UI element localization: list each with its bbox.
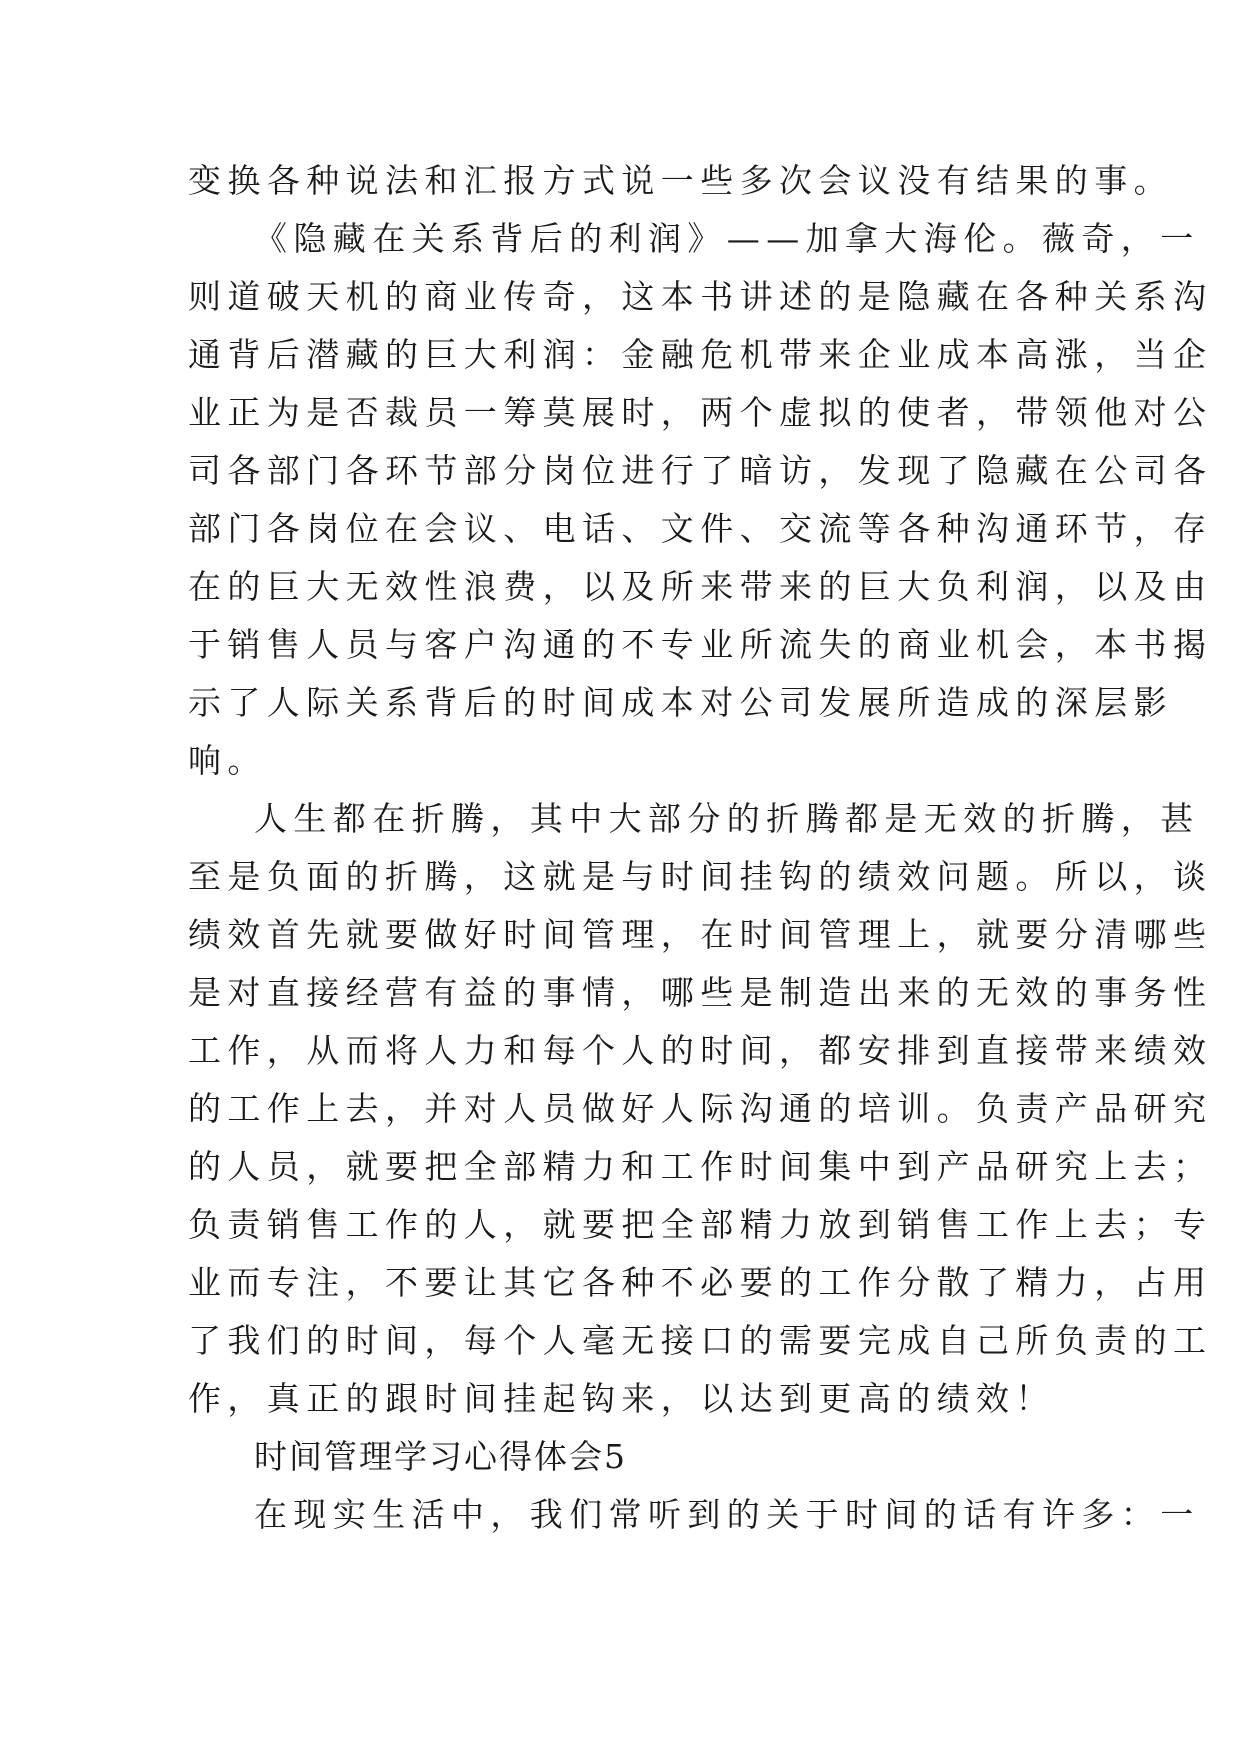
section-heading: 时间管理学习心得体会5 <box>254 1437 627 1476</box>
text-line: 的人员，就要把全部精力和工作时间集中到产品研究上去； <box>188 1147 1213 1186</box>
text-line: 至是负面的折腾，这就是与时间挂钩的绩效问题。所以，谈 <box>188 857 1213 896</box>
paragraph-first-line: 人生都在折腾，其中大部分的折腾都是无效的折腾，甚 <box>254 799 1200 838</box>
document-body <box>188 152 1213 1544</box>
text-line: 的工作上去，并对人员做好人际沟通的培训。负责产品研究 <box>188 1089 1213 1128</box>
text-line: 响。 <box>188 741 267 780</box>
text-line: 在的巨大无效性浪费，以及所来带来的巨大负利润，以及由 <box>188 567 1213 606</box>
text-line: 了我们的时间，每个人毫无接口的需要完成自己所负责的工 <box>188 1321 1213 1360</box>
text-line: 负责销售工作的人，就要把全部精力放到销售工作上去；专 <box>188 1205 1213 1244</box>
text-line: 业正为是否裁员一筹莫展时，两个虚拟的使者，带领他对公 <box>188 393 1213 432</box>
text-line: 司各部门各环节部分岗位进行了暗访，发现了隐藏在公司各 <box>188 451 1213 490</box>
text-line: 是对直接经营有益的事情，哪些是制造出来的无效的事务性 <box>188 973 1213 1012</box>
paragraph-first-line: 《隐藏在关系背后的利润》——加拿大海伦。薇奇，一 <box>254 219 1200 258</box>
text-line: 通背后潜藏的巨大利润：金融危机带来企业成本高涨，当企 <box>188 335 1213 374</box>
text-line: 部门各岗位在会议、电话、文件、交流等各种沟通环节，存 <box>188 509 1213 548</box>
text-line: 则道破天机的商业传奇，这本书讲述的是隐藏在各种关系沟 <box>188 277 1213 316</box>
text-line: 于销售人员与客户沟通的不专业所流失的商业机会，本书揭 <box>188 625 1213 664</box>
text-line: 作，真正的跟时间挂起钩来，以达到更高的绩效！ <box>188 1379 1055 1418</box>
text-line: 示了人际关系背后的时间成本对公司发展所造成的深层影 <box>188 683 1173 722</box>
text-line: 业而专注，不要让其它各种不必要的工作分散了精力，占用 <box>188 1263 1213 1302</box>
text-line: 绩效首先就要做好时间管理，在时间管理上，就要分清哪些 <box>188 915 1213 954</box>
paragraph-first-line: 在现实生活中，我们常听到的关于时间的话有许多：一 <box>254 1495 1200 1534</box>
text-line: 变换各种说法和汇报方式说一些多次会议没有结果的事。 <box>188 161 1173 200</box>
text-line: 工作，从而将人力和每个人的时间，都安排到直接带来绩效 <box>188 1031 1213 1070</box>
